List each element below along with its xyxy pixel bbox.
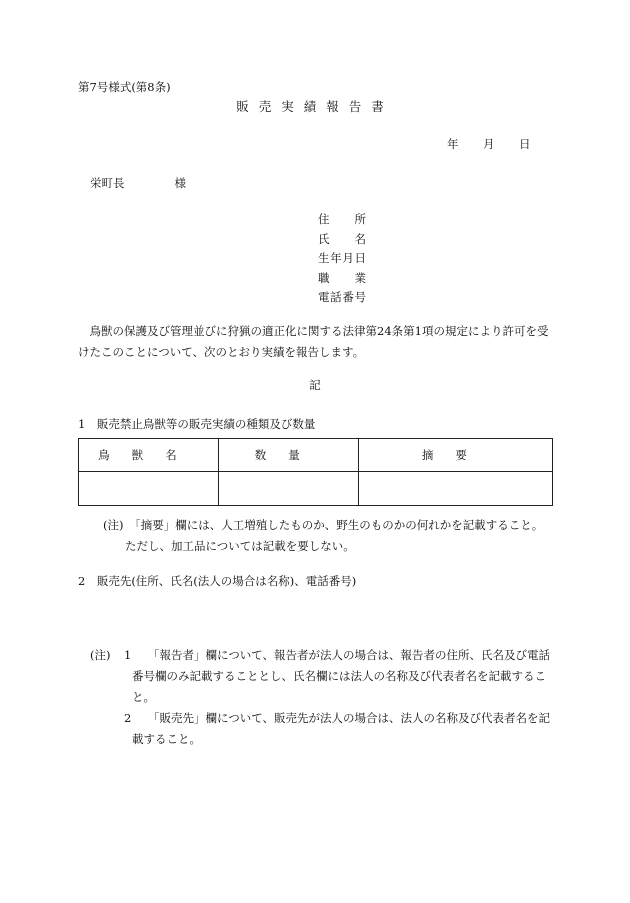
- note-item-1-line2: 番号欄のみ記載することとし、氏名欄には法人の名称及び代表者名を記載するこ: [132, 669, 546, 683]
- field-address: 住所: [318, 212, 366, 226]
- date-month: 月: [483, 137, 495, 151]
- table-header-row: [79, 439, 553, 472]
- header-quantity: 数量: [218, 439, 358, 472]
- addressee-honorific: 様: [174, 176, 186, 190]
- section1-title: 1 販売禁止鳥獣等の販売実績の種類及び数量: [78, 417, 316, 431]
- field-occupation: 職業: [318, 270, 366, 285]
- section1-note: [103, 515, 543, 557]
- note-item-2-line1: 「販売先」欄について、販売先が法人の場合は、法人の名称及び代表者名を記: [148, 711, 551, 725]
- addressee-name: 栄町長: [90, 176, 125, 190]
- field-name: 氏名: [318, 231, 366, 246]
- addressee: [90, 175, 186, 191]
- cell-remarks[interactable]: [358, 472, 552, 506]
- form-number: 第7号様式(第8条): [78, 80, 171, 94]
- date-day: 日: [519, 137, 531, 151]
- field-birthdate: 生年月日: [318, 251, 366, 265]
- cell-quantity[interactable]: [218, 472, 358, 506]
- reporter-fields: [318, 210, 366, 308]
- sales-table: [78, 438, 553, 506]
- note1-label: (注): [103, 518, 124, 532]
- report-date: [447, 136, 531, 152]
- date-year: 年: [447, 137, 459, 151]
- ki-mark: 記: [309, 378, 321, 392]
- notes-label: (注): [90, 648, 111, 662]
- note-item-1-line3: と。: [132, 690, 155, 704]
- note1-line2: ただし、加工品については記載を要しない。: [125, 539, 355, 553]
- header-remarks: 摘要: [358, 439, 552, 472]
- notes: [90, 645, 550, 750]
- note-item-2-num: 2: [124, 711, 132, 725]
- section2-title: 2 販売先(住所、氏名(法人の場合は名称)、電話番号): [78, 574, 357, 588]
- field-phone: 電話番号: [318, 290, 366, 304]
- table-row: [79, 472, 553, 506]
- header-species: 鳥獣名: [79, 439, 219, 472]
- note-item-2-line2: 載すること。: [132, 732, 201, 746]
- cell-species[interactable]: [79, 472, 219, 506]
- note-item-1-line1: 「報告者」欄について、報告者が法人の場合は、報告者の住所、氏名及び電話: [148, 648, 551, 662]
- note-item-1-num: 1: [124, 648, 132, 662]
- note1-line1: 「摘要」欄には、人工増殖したものか、野生のものかの何れかを記載すること。: [134, 518, 544, 532]
- body-text: 鳥獣の保護及び管理並びに狩猟の適正化に関する法律第24条第1項の規定により許可を受けたこのことについて、次のとおり実績を報告します。: [78, 324, 549, 359]
- document-title: 販売実績報告書: [236, 99, 394, 114]
